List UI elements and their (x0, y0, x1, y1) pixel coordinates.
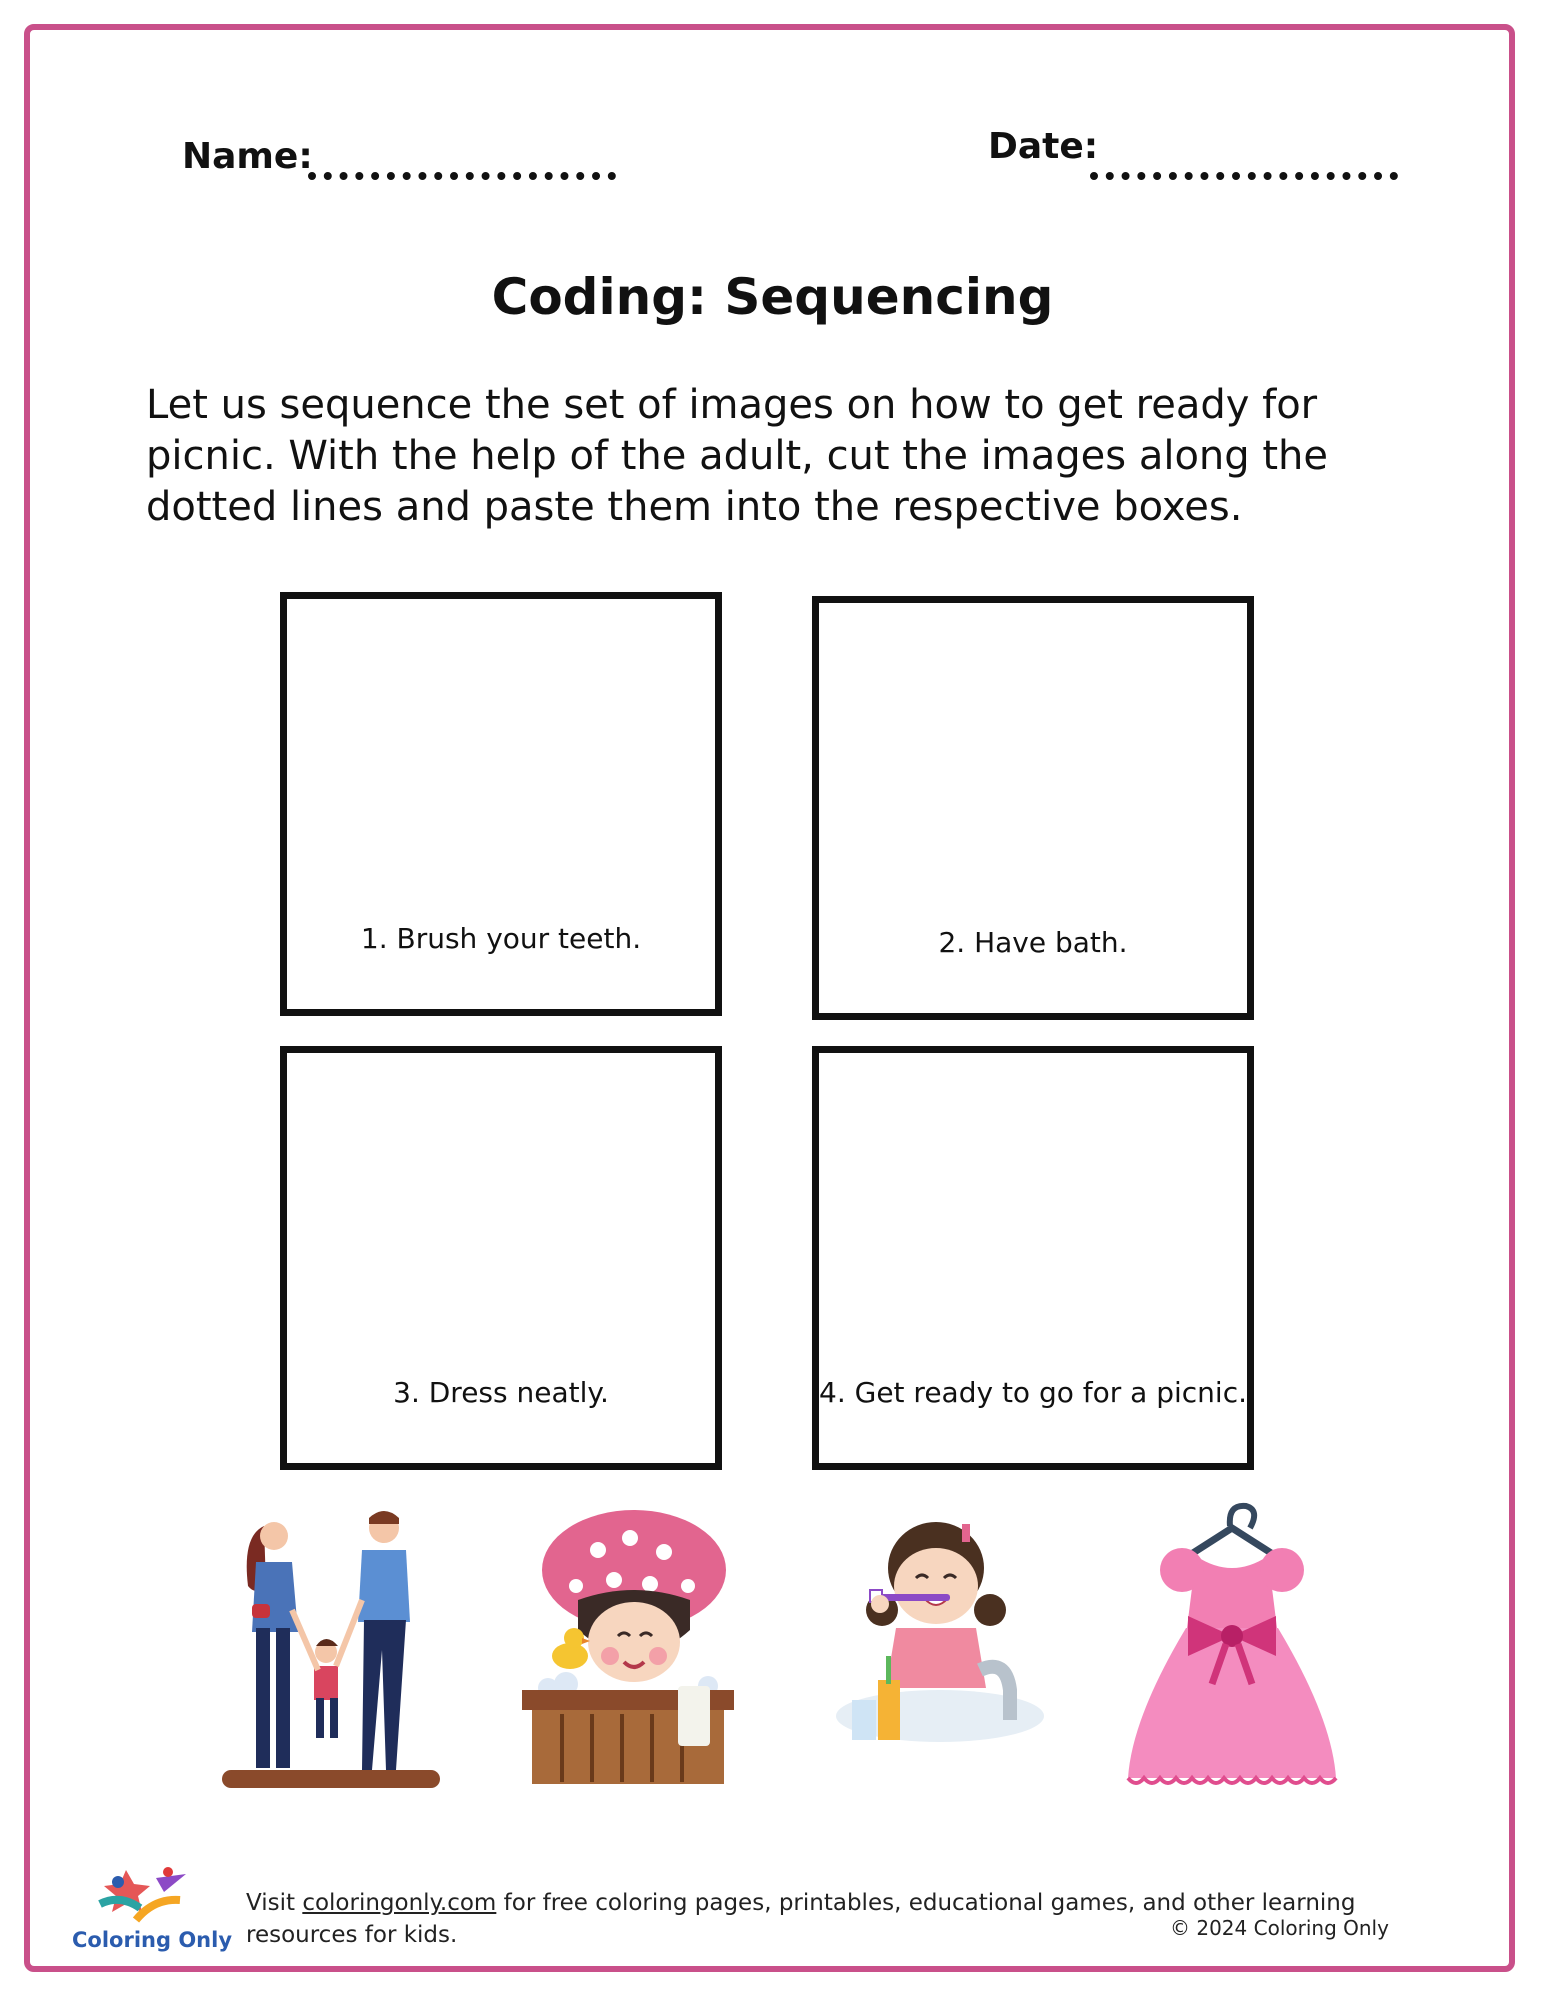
box-caption-3: 3. Dress neatly. (393, 1376, 609, 1409)
instructions-text: Let us sequence the set of images on how to get ready for picnic. With the help of the adult, cut the images along the dotted lines and paste them into the respective boxes. (146, 382, 1329, 530)
pink-dress-illustration (1122, 1496, 1342, 1792)
paste-box-4 (812, 1046, 1254, 1470)
worksheet-title: Coding: Sequencing (491, 268, 1054, 326)
paste-box-1 (280, 592, 722, 1016)
family-picnic-illustration (216, 1500, 446, 1800)
box-caption-2: 2. Have bath. (938, 926, 1128, 959)
footer-visit-suffix: for free coloring pages, printables, educational games, and other learning resources for kids. (246, 1890, 1356, 1948)
girl-bath-illustration (518, 1500, 738, 1790)
name-label: Name: (182, 136, 313, 177)
paste-box-3 (280, 1046, 722, 1470)
footer-site-link[interactable]: coloringonly.com (302, 1890, 497, 1916)
date-line (1090, 172, 1398, 180)
box-caption-4: 4. Get ready to go for a picnic. (819, 1376, 1247, 1409)
date-label: Date: (988, 126, 1099, 167)
girl-brushing-teeth-illustration (830, 1500, 1050, 1790)
copyright-text: © 2024 Coloring Only (1170, 1916, 1389, 1940)
box-caption-1: 1. Brush your teeth. (360, 922, 642, 955)
name-line (308, 172, 616, 180)
paste-box-2 (812, 596, 1254, 1020)
footer-visit-prefix: Visit (246, 1890, 303, 1916)
logo-text: Coloring Only (72, 1928, 233, 1952)
coloring-only-logo-icon (96, 1864, 192, 1928)
